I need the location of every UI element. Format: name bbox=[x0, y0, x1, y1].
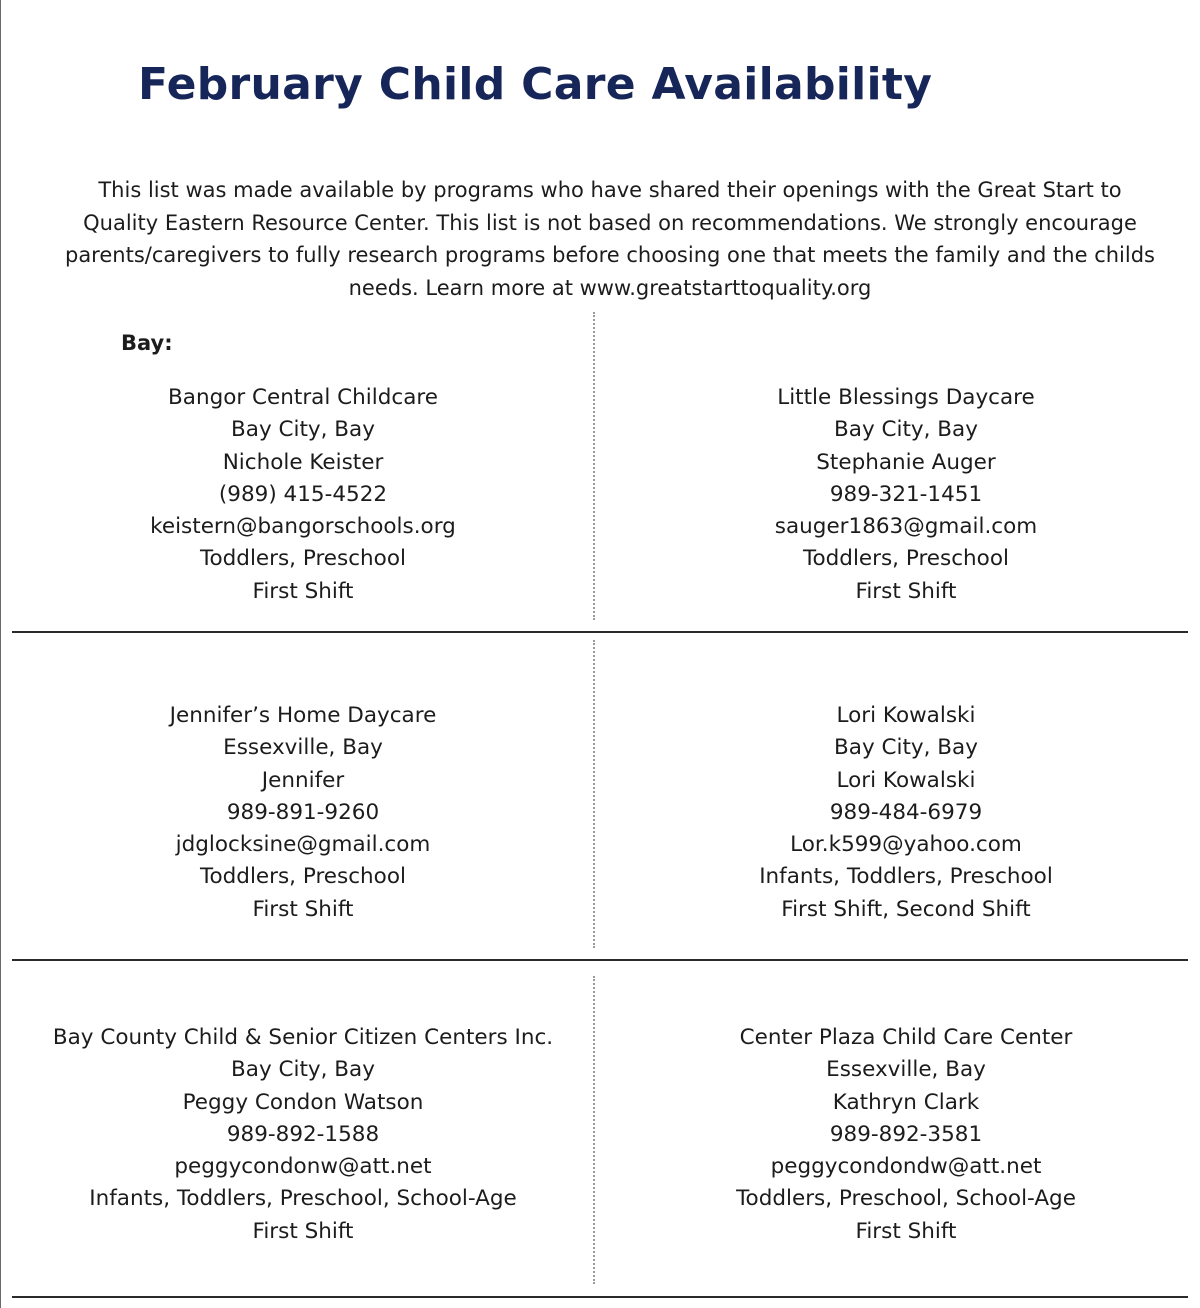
listing-contact: Jennifer bbox=[261, 767, 345, 793]
listing-contact: Peggy Condon Watson bbox=[182, 1089, 424, 1115]
listing-location: Bay City, Bay bbox=[834, 417, 978, 443]
listing-ages: Toddlers, Preschool bbox=[200, 864, 406, 890]
listing-phone: 989-321-1451 bbox=[829, 481, 983, 507]
listing-email: Lor.k599@yahoo.com bbox=[790, 832, 1022, 858]
page-title: February Child Care Availability bbox=[138, 59, 933, 110]
listing-shift: First Shift bbox=[252, 896, 354, 922]
listing-contact: Lori Kowalski bbox=[836, 767, 976, 793]
listing-card bbox=[606, 382, 1200, 608]
listing-shift: First Shift bbox=[855, 578, 957, 604]
listing-name: Center Plaza Child Care Center bbox=[739, 1025, 1073, 1050]
listing-card bbox=[606, 1022, 1200, 1248]
listing-ages: Toddlers, Preschool bbox=[200, 546, 406, 572]
row-divider bbox=[12, 959, 1188, 961]
region-label: Bay: bbox=[121, 331, 173, 355]
row-divider bbox=[12, 631, 1188, 633]
intro-paragraph: This list was made available by programs who have shared their openings with the Great Start to Quality Eastern Resource Center. This list is not based on recommendations. We strongly encourage parents/caregivers to fully research programs before choosing one that meets the family and the childs needs. Learn more at www.greatstarttoquality.org bbox=[64, 178, 1155, 300]
listing-contact: Stephanie Auger bbox=[816, 449, 996, 475]
listing-email: peggycondonw@att.net bbox=[174, 1154, 432, 1180]
listing-contact: Nichole Keister bbox=[222, 449, 384, 475]
listing-shift: First Shift bbox=[252, 578, 354, 604]
listing-contact: Kathryn Clark bbox=[832, 1089, 980, 1115]
listing-ages: Toddlers, Preschool bbox=[803, 546, 1009, 572]
listing-shift: First Shift, Second Shift bbox=[781, 896, 1031, 922]
listing-phone: (989) 415-4522 bbox=[218, 481, 388, 507]
listing-ages: Infants, Toddlers, Preschool bbox=[759, 864, 1053, 890]
listing-ages: Toddlers, Preschool, School-Age bbox=[736, 1186, 1076, 1212]
page-border bbox=[0, 0, 1, 1308]
listing-email: peggycondondw@att.net bbox=[770, 1154, 1042, 1180]
listing-phone: 989-484-6979 bbox=[829, 799, 983, 825]
listing-shift: First Shift bbox=[252, 1218, 354, 1244]
listing-email: jdglocksine@gmail.com bbox=[175, 832, 431, 858]
listing-card bbox=[3, 1022, 603, 1248]
listing-phone: 989-892-1588 bbox=[226, 1121, 380, 1147]
listing-location: Bay City, Bay bbox=[231, 1057, 375, 1083]
row-divider bbox=[12, 1296, 1188, 1298]
listing-card bbox=[3, 700, 603, 926]
listing-name: Lori Kowalski bbox=[836, 703, 976, 728]
listing-card bbox=[606, 700, 1200, 926]
listing-name: Bay County Child & Senior Citizen Centers Inc. bbox=[52, 1025, 554, 1050]
listing-name: Jennifer’s Home Daycare bbox=[169, 703, 437, 728]
listing-card bbox=[3, 382, 603, 608]
listing-name: Little Blessings Daycare bbox=[777, 385, 1035, 410]
listing-name: Bangor Central Childcare bbox=[168, 385, 438, 410]
listing-location: Bay City, Bay bbox=[834, 735, 978, 761]
listing-email: keistern@bangorschools.org bbox=[150, 514, 456, 540]
listing-location: Bay City, Bay bbox=[231, 417, 375, 443]
listing-phone: 989-892-3581 bbox=[829, 1121, 983, 1147]
listing-email: sauger1863@gmail.com bbox=[774, 514, 1038, 540]
listing-location: Essexville, Bay bbox=[223, 735, 383, 761]
listing-phone: 989-891-9260 bbox=[226, 799, 380, 825]
listing-location: Essexville, Bay bbox=[826, 1057, 986, 1083]
listing-shift: First Shift bbox=[855, 1218, 957, 1244]
listing-ages: Infants, Toddlers, Preschool, School-Age bbox=[89, 1186, 517, 1212]
